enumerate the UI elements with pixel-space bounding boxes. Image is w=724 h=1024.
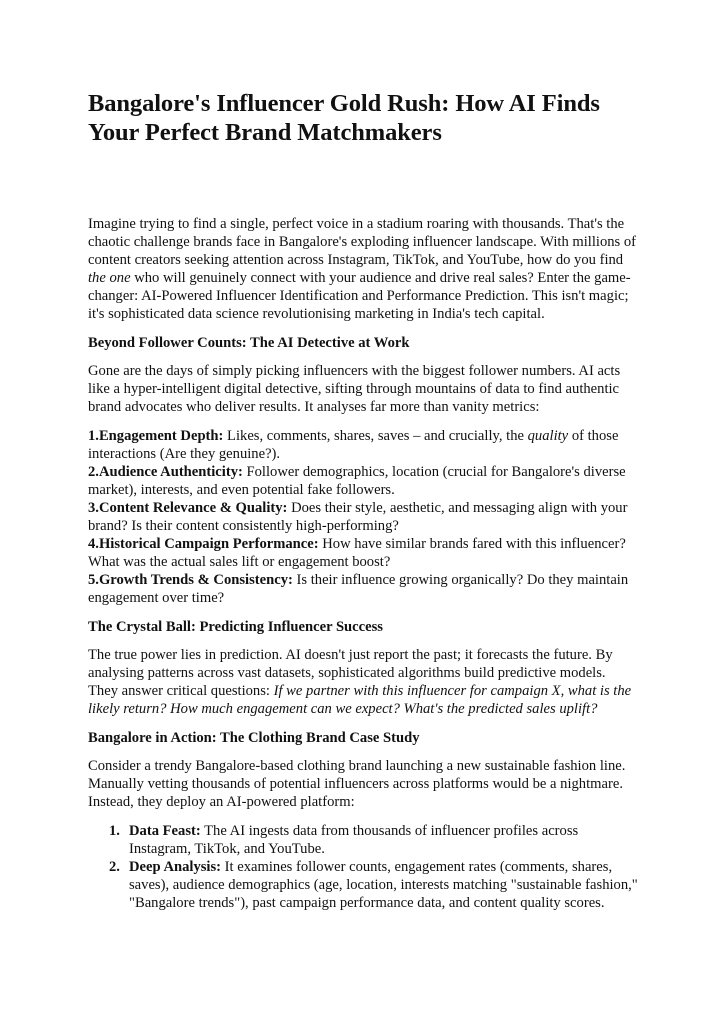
list-item	[109, 822, 638, 858]
crystal-ball-text: The true power lies in prediction. AI doesn't just report the past; it forecasts the future. By analysing patterns across vast datasets, sophisticated algorithms build predictive models. They answer critical questions:	[88, 647, 613, 699]
step-number: 2.	[109, 859, 120, 875]
metric-item	[88, 535, 638, 571]
metric-text: Follower demographics, location (crucial for Bangalore's diverse market), interests, and even potential fake followers.	[88, 464, 626, 498]
step-label: Data Feast:	[129, 823, 201, 839]
metric-text: Likes, comments, shares, saves – and crucially, the	[223, 428, 528, 444]
crystal-ball-questions: If we partner with this influencer for campaign X, what is the likely return? How much engagement can we expect? What's the predicted sales uplift?	[88, 683, 632, 717]
intro-text-start: Imagine trying to find a single, perfect voice in a stadium roaring with thousands. That's the chaotic challenge brands face in Bangalore's exploding influencer landscape. With millions of content creators seeking attention across Instagram, TikTok, and YouTube, how do you find	[88, 216, 637, 268]
section-paragraph-crystal-ball	[88, 646, 638, 718]
metric-text: Is their influence growing organically? Do they maintain engagement over time?	[88, 572, 629, 606]
metric-label: 3.Content Relevance & Quality:	[88, 500, 288, 516]
metric-label: 4.Historical Campaign Performance:	[88, 536, 319, 552]
step-number: 1.	[109, 823, 120, 839]
step-label: Deep Analysis:	[129, 859, 222, 875]
step-body	[129, 858, 638, 912]
metric-emphasis: quality	[527, 428, 569, 444]
metric-text: How have similar brands fared with this influencer? What was the actual sales lift or engagement boost?	[88, 536, 626, 570]
intro-paragraph	[88, 215, 638, 323]
section-paragraph-ai-detective: Gone are the days of simply picking influencers with the biggest follower numbers. AI acts like a hyper-intelligent digital detective, sifting through mountains of data to find authentic brand advocates who deliver results. It analyses far more than vanity metrics:	[88, 363, 621, 415]
metric-item	[88, 463, 638, 499]
article-title: Bangalore's Influencer Gold Rush: How AI Finds Your Perfect Brand Matchmakers	[88, 90, 600, 146]
metric-label: 5.Growth Trends & Consistency:	[88, 572, 293, 588]
step-text: The AI ingests data from thousands of influencer profiles across Instagram, TikTok, and YouTube.	[129, 823, 579, 857]
section-heading-ai-detective: Beyond Follower Counts: The AI Detective at Work	[88, 335, 410, 351]
metric-text: Does their style, aesthetic, and messaging align with your brand? Is their content consistently high-performing?	[88, 500, 628, 534]
list-item	[109, 858, 638, 912]
metric-item	[88, 571, 638, 607]
intro-emphasis: the one	[88, 270, 131, 286]
step-text: It examines follower counts, engagement rates (comments, shares, saves), audience demographics (age, location, interests matching "sustainable fashion," "Bangalore trends"), past campaign performance data, and content quality scores.	[129, 859, 638, 911]
metric-item	[88, 499, 638, 535]
section-heading-case-study: Bangalore in Action: The Clothing Brand Case Study	[88, 730, 420, 746]
metrics-list	[88, 427, 638, 607]
step-body	[129, 822, 638, 858]
metric-item	[88, 427, 638, 463]
metric-text-end: of those interactions (Are they genuine?).	[88, 428, 619, 462]
metric-label: 2.Audience Authenticity:	[88, 464, 243, 480]
case-study-steps	[88, 822, 638, 912]
intro-text-end: who will genuinely connect with your audience and drive real sales? Enter the game-changer: AI-Powered Influencer Identification and Performance Prediction. This isn't magic; it's sophisticated data science revolutionising marketing in India's tech capital.	[88, 270, 631, 322]
metric-label: 1.Engagement Depth:	[88, 428, 224, 444]
section-paragraph-case-study: Consider a trendy Bangalore-based clothing brand launching a new sustainable fashion line. Manually vetting thousands of potential influencers across platforms would be a nightmare. Instead, they deploy an AI-powered platform:	[88, 758, 626, 810]
section-heading-crystal-ball: The Crystal Ball: Predicting Influencer Success	[88, 619, 383, 635]
